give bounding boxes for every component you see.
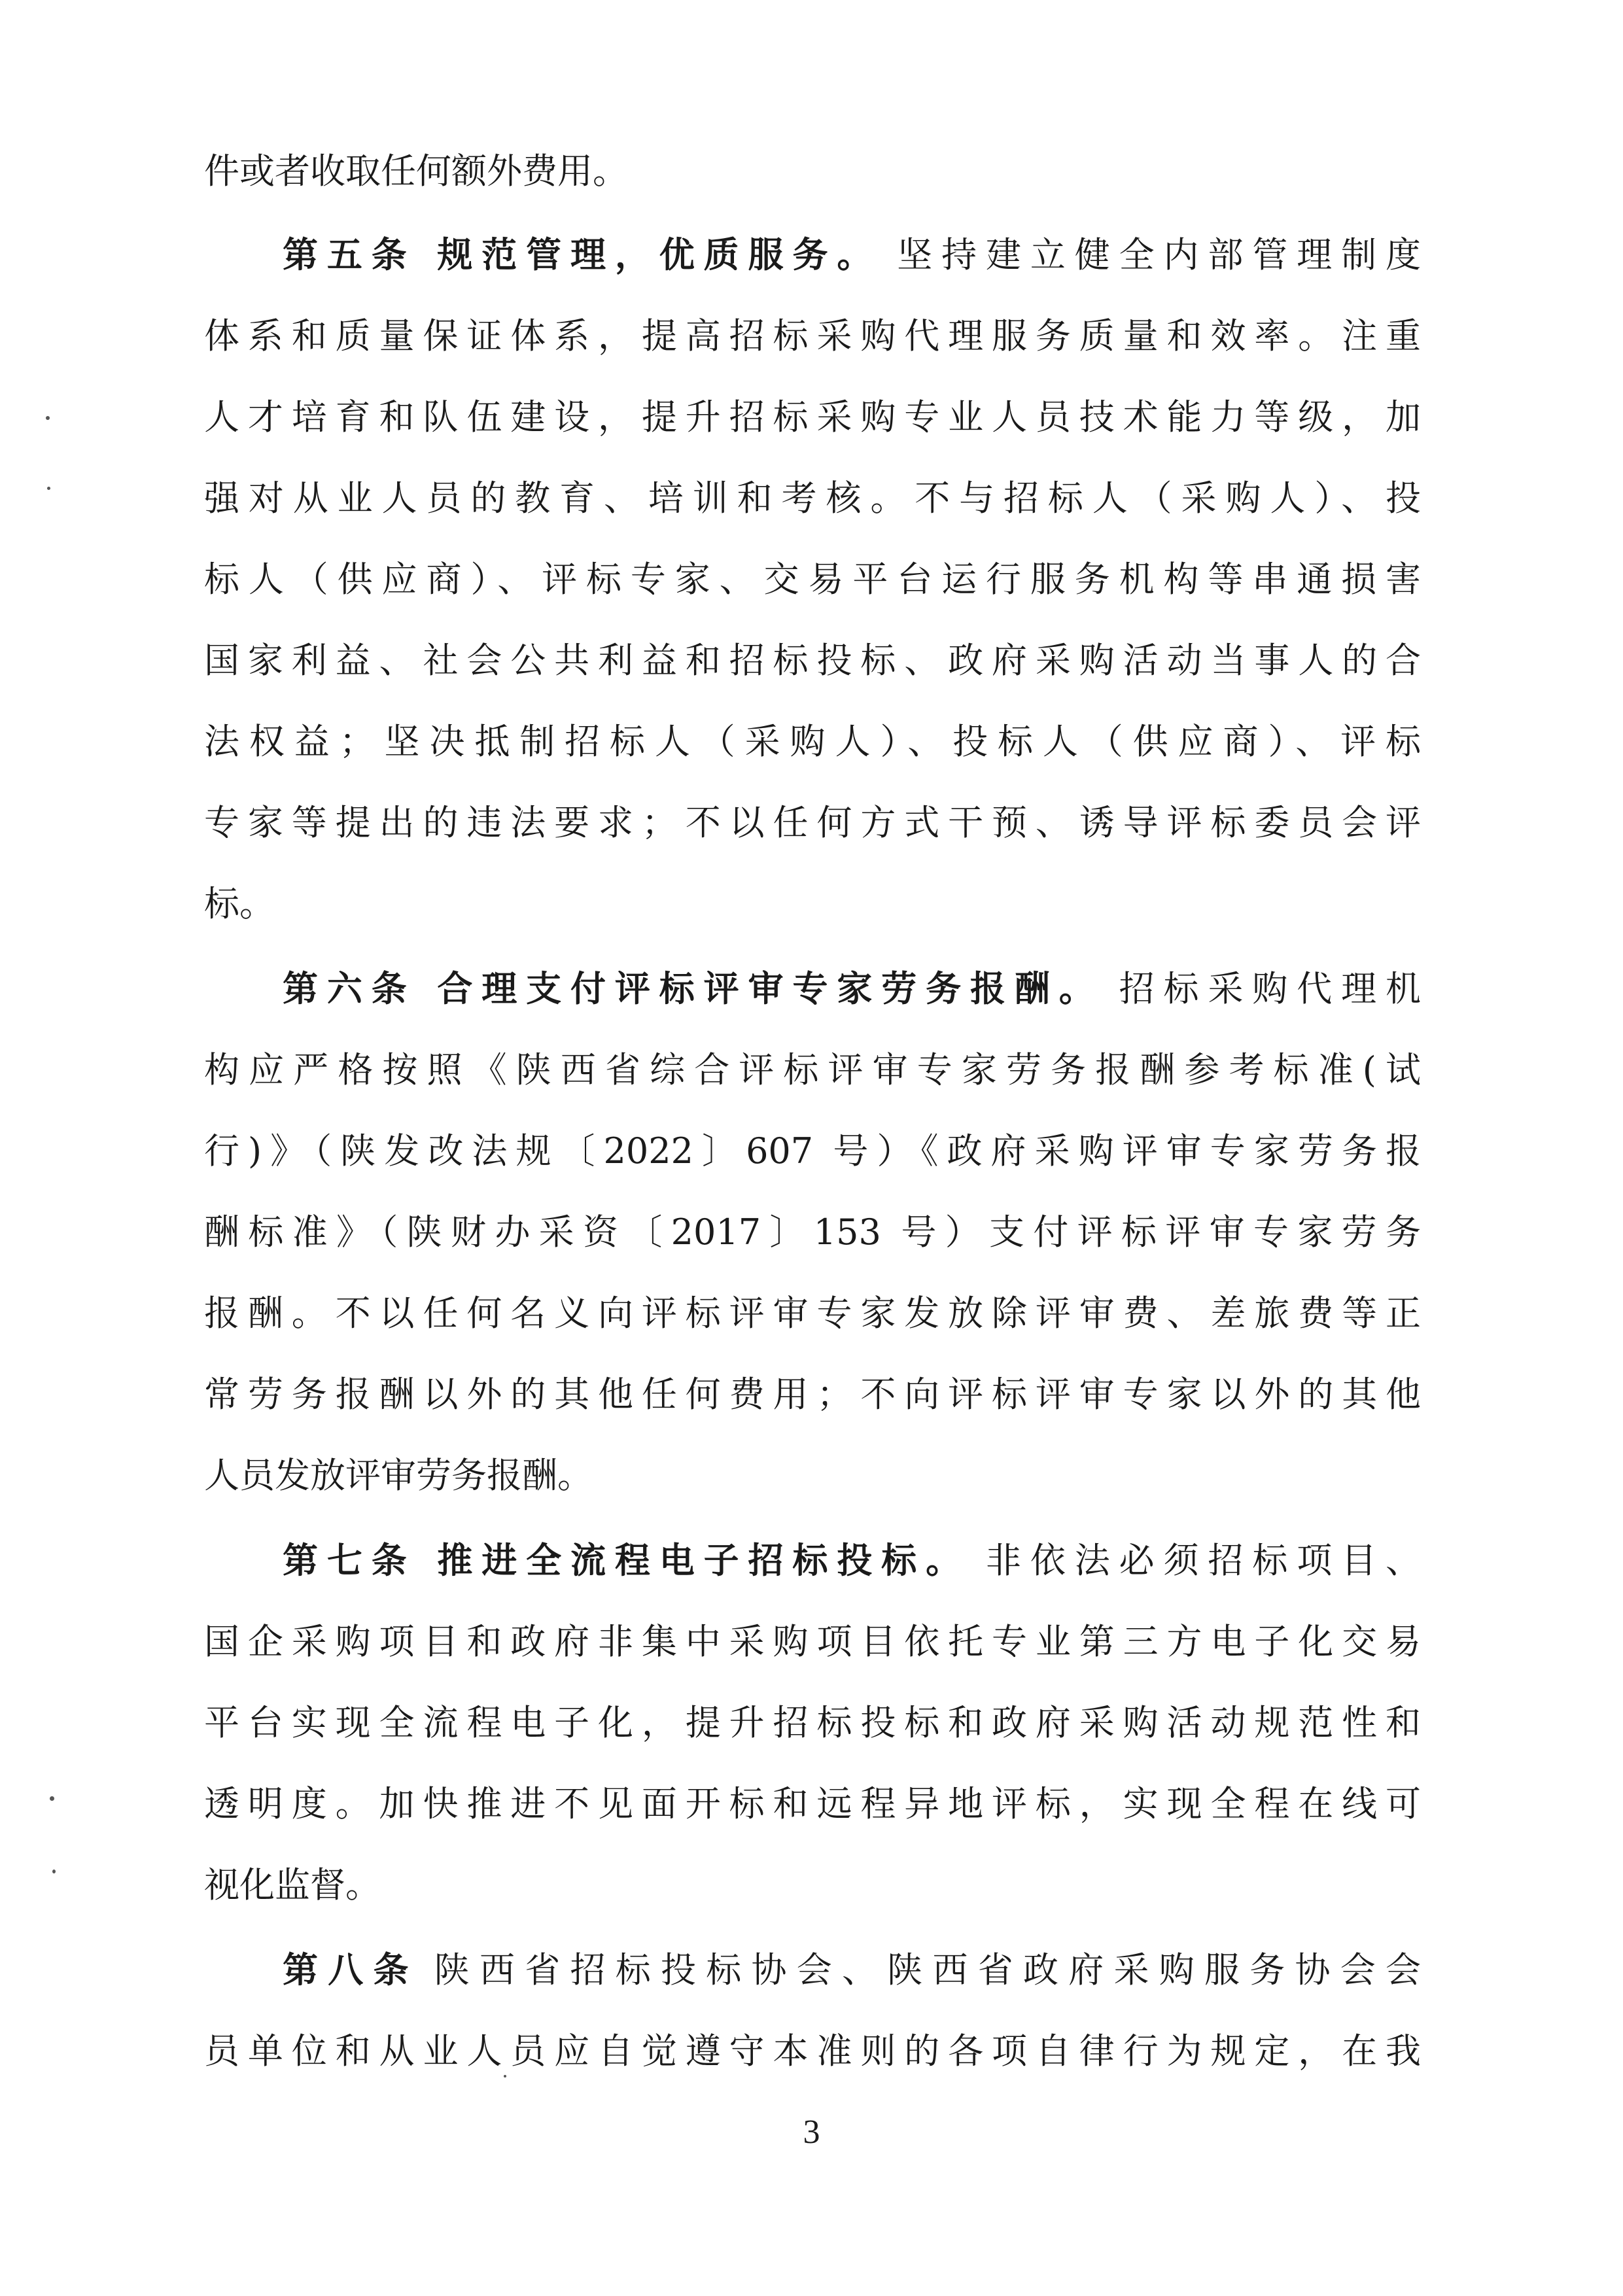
text-line (204, 1368, 1421, 1421)
scan-speck (50, 1796, 54, 1801)
scan-speck (504, 2075, 506, 2078)
line-text: 行)》（陕发改法规〔2022〕607 号）《政府采购评审专家劳务报 (204, 1130, 1421, 1172)
line-text: 人才培育和队伍建设，提升招标采购专业人员技术能力等级，加 (204, 396, 1421, 438)
line-text: 报酬。不以任何名义向评标评审专家发放除评审费、差旅费等正 (204, 1293, 1421, 1334)
text-line (204, 635, 1421, 687)
page-number: 3 (803, 2113, 820, 2151)
line-text: 招标采购代理机 (1119, 968, 1421, 1009)
article-8-heading: 第八条 (283, 1949, 419, 1991)
line-text: 标人（供应商）、评标专家、交易平台运行服务机构等串通损害 (204, 559, 1421, 600)
line-text: 法权益；坚决抵制招标人（采购人）、投标人（供应商）、评标 (204, 721, 1421, 762)
line-text: 标。 (204, 883, 275, 924)
line-text: 常劳务报酬以外的其他任何费用；不向评标评审专家以外的其他 (204, 1374, 1421, 1415)
line-text: 国企采购项目和政府非集中采购项目依托专业第三方电子化交易 (204, 1621, 1421, 1662)
text-line (204, 472, 1421, 525)
article-6-heading: 第六条 合理支付评标评审专家劳务报酬。 (283, 968, 1104, 1009)
line-text: 强对从业人员的教育、培训和考核。不与招标人（采购人）、投 (204, 478, 1421, 519)
line-text: 陕西省招标投标协会、陕西省政府采购服务协会会 (434, 1949, 1421, 1991)
text-line (204, 1778, 1421, 1830)
text-line (204, 1206, 1421, 1259)
article-5-heading: 第五条 规范管理，优质服务。 (283, 234, 882, 275)
text-line (204, 1125, 1421, 1177)
line-text: 国家利益、社会公共利益和招标投标、政府采购活动当事人的合 (204, 640, 1421, 681)
line-text: 平台实现全流程电子化，提升招标投标和政府采购活动规范性和 (204, 1702, 1421, 1743)
text-line (204, 797, 1421, 849)
line-text: 非依法必须招标项目、 (986, 1540, 1421, 1581)
line-text: 件或者收取任何额外费用。 (204, 150, 628, 192)
article-5-line (283, 229, 1421, 281)
line-text: 构应严格按照《陕西省综合评标评审专家劳务报酬参考标准(试 (204, 1049, 1421, 1090)
scan-speck (47, 487, 50, 490)
text-line (204, 1697, 1421, 1749)
line-text: 透明度。加快推进不见面开标和远程异地评标，实现全程在线可 (204, 1783, 1421, 1824)
line-text: 视化监督。 (204, 1864, 381, 1905)
scan-speck (52, 1870, 56, 1873)
text-line (204, 553, 1421, 606)
text-line (204, 391, 1421, 444)
line-text: 专家等提出的违法要求；不以任何方式干预、诱导评标委员会评 (204, 802, 1421, 843)
article-6-line (283, 963, 1421, 1015)
line-text: 人员发放评审劳务报酬。 (204, 1455, 593, 1496)
article-7-heading: 第七条 推进全流程电子招标投标。 (283, 1540, 970, 1581)
article-7-line (283, 1535, 1421, 1587)
line-text: 坚持建立健全内部管理制度 (897, 234, 1421, 275)
line-text: 员单位和从业人员应自觉遵守本准则的各项自律行为规定，在我 (204, 2030, 1421, 2072)
text-line (204, 1287, 1421, 1340)
line-text: 体系和质量保证体系，提高招标采购代理服务质量和效率。注重 (204, 315, 1421, 357)
text-line (204, 1859, 1421, 1911)
text-line (204, 310, 1421, 362)
text-line (204, 716, 1421, 768)
text-line (204, 1616, 1421, 1668)
text-line (204, 878, 1421, 930)
text-line (204, 2025, 1421, 2078)
article-8-line (283, 1944, 1421, 1996)
scan-speck (46, 416, 50, 420)
text-line (204, 145, 1421, 198)
text-line (204, 1450, 1421, 1502)
text-line (204, 1044, 1421, 1096)
line-text: 酬标准》（陕财办采资〔2017〕153 号）支付评标评审专家劳务 (204, 1211, 1421, 1253)
